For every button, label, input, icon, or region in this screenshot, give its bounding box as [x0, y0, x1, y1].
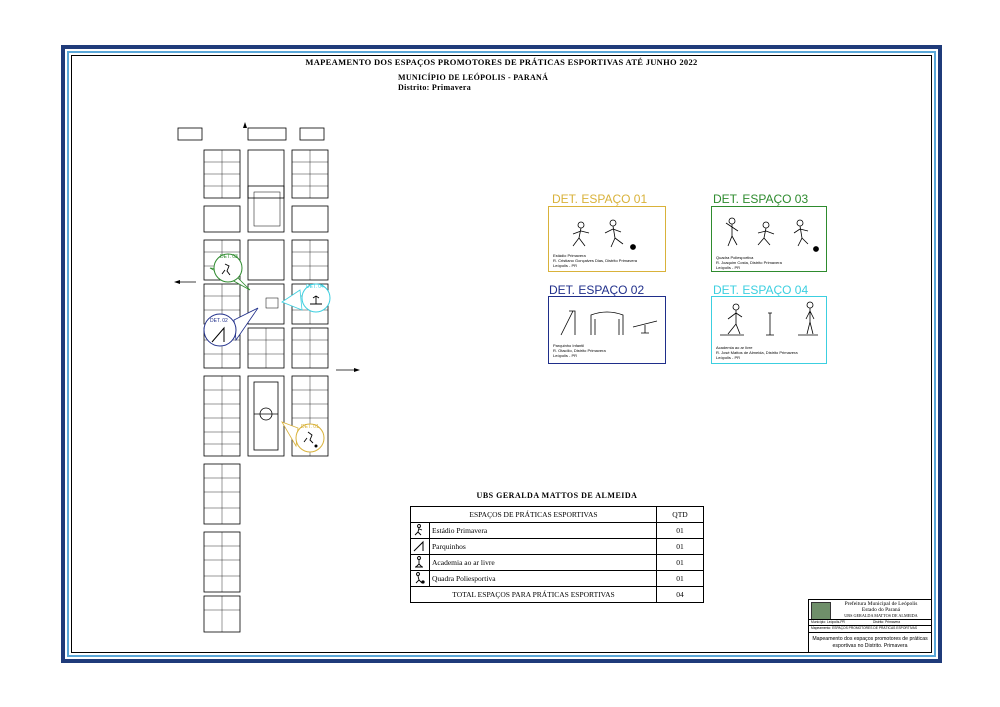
detail-box-03	[711, 206, 827, 272]
block	[248, 128, 286, 140]
detail-02-line-3: Leópolis - PR	[553, 353, 578, 358]
table-row	[411, 555, 704, 571]
detail-box-02	[548, 296, 666, 364]
street-map	[170, 120, 370, 640]
detail-01-line-1: Estádio Primavera	[553, 253, 586, 258]
detail-02-line-1: Parquinho Infantil	[553, 343, 585, 348]
detail-label-02: DET. ESPAÇO 02	[549, 283, 645, 297]
table-row-qtd: 01	[657, 555, 704, 571]
detail-03-line-2: R. Joaquim Costa, Distrito Primavera	[716, 260, 782, 265]
table-header-label: ESPAÇOS DE PRÁTICAS ESPORTIVAS	[411, 507, 657, 523]
table-row-qtd: 01	[657, 523, 704, 539]
block	[178, 128, 202, 140]
table-row-qtd: 01	[657, 539, 704, 555]
stamp-info-a: Município: Leópolis-PR	[811, 620, 845, 624]
detail-box-01	[548, 206, 666, 272]
lot-lines	[204, 150, 328, 632]
table-row	[411, 539, 704, 555]
stamp-org-line-3: UBS GERALDA MATTOS DE ALMEIDA	[844, 613, 918, 618]
table-row	[411, 571, 704, 587]
marker-label-04: DET. 04	[306, 284, 324, 290]
stamp-org-line-1: Prefeitura Municipal de Leópolis	[844, 601, 918, 607]
map-marker-01	[282, 422, 324, 452]
detail-04-line-2: R. José Mattos de Almeida, Distrito Primavera	[716, 350, 798, 355]
central-block	[254, 192, 280, 226]
detail-04-line-1: Academia ao ar livre	[716, 345, 753, 350]
table-row-label: Parquinhos	[430, 539, 657, 555]
detail-03-line-1: Quadra Poliesportiva	[716, 255, 754, 260]
stamp-description: Mapeamento dos espaços promotores de práticas esportivas no Distrito. Primavera	[812, 636, 928, 649]
detail-01-line-3: Leópolis - PR	[553, 263, 578, 268]
detail-03-line-3: Leópolis - PR	[716, 265, 741, 270]
map-title: MAPEAMENTO DOS ESPAÇOS PROMOTORES DE PRÁTICAS ESPORTIVAS ATÉ JUNHO 2022	[305, 57, 698, 67]
detail-label-04: DET. ESPAÇO 04	[713, 283, 809, 297]
table-row	[411, 523, 704, 539]
soccer-players-illustration	[551, 217, 666, 257]
stamp-org-line-2: Estado do Paraná	[861, 607, 901, 613]
municipal-logo	[811, 602, 831, 620]
block	[300, 128, 324, 140]
building	[266, 298, 278, 308]
sports-court-icon	[411, 571, 430, 587]
marker-label-02: DET. 02	[210, 318, 228, 324]
table-header-qtd: QTD	[657, 507, 704, 523]
street-arrows	[174, 122, 360, 372]
table-title: UBS GERALDA MATTOS DE ALMEIDA	[476, 491, 638, 500]
detail-box-04	[711, 296, 827, 364]
table-row-label: Estádio Primavera	[430, 523, 657, 539]
municipality-title: MUNICÍPIO DE LEÓPOLIS - PARANÁ	[398, 73, 549, 82]
map-marker-03	[210, 254, 250, 290]
soccer-player-icon	[411, 523, 430, 539]
table-row-qtd: 01	[657, 571, 704, 587]
marker-label-03: DET. 03	[220, 254, 238, 260]
gym-illustration	[714, 301, 826, 343]
playground-illustration	[551, 303, 663, 343]
table-total-row	[411, 587, 704, 603]
slide-icon	[411, 539, 430, 555]
table-row-label: Quadra Poliesportiva	[430, 571, 657, 587]
detail-label-03: DET. ESPAÇO 03	[713, 192, 809, 206]
table-row-label: Academia ao ar livre	[430, 555, 657, 571]
marker-label-01: DET. 01	[301, 424, 319, 430]
detail-04-line-3: Leópolis - PR	[716, 355, 741, 360]
sports-spaces-table	[410, 506, 704, 603]
table-header-row	[411, 507, 704, 523]
stamp-info-c: Mapeamento: ESPAÇOS PROMOTORES DE PRÁTICAS ESPORTIVAS	[811, 626, 918, 630]
detail-01-line-2: R. Cristiano Gonçalves Dias, Distrito Primavera	[553, 258, 638, 263]
gym-icon	[411, 555, 430, 571]
detail-02-line-2: R. Otacílio, Distrito Primavera	[553, 348, 606, 353]
detail-label-01: DET. ESPAÇO 01	[552, 192, 648, 206]
block-grid	[204, 150, 328, 632]
table-total-qtd: 04	[657, 587, 704, 603]
court-players-illustration	[714, 215, 826, 255]
title-stamp	[808, 599, 932, 653]
map-marker-02	[204, 308, 258, 346]
table-total-label: TOTAL ESPAÇOS PARA PRÁTICAS ESPORTIVAS	[411, 587, 657, 603]
stadium-field	[254, 382, 278, 450]
stamp-info-b: Distrito: Primavera	[873, 620, 901, 624]
district-title: Distrito: Primavera	[398, 83, 472, 92]
map-marker-04	[282, 284, 330, 312]
